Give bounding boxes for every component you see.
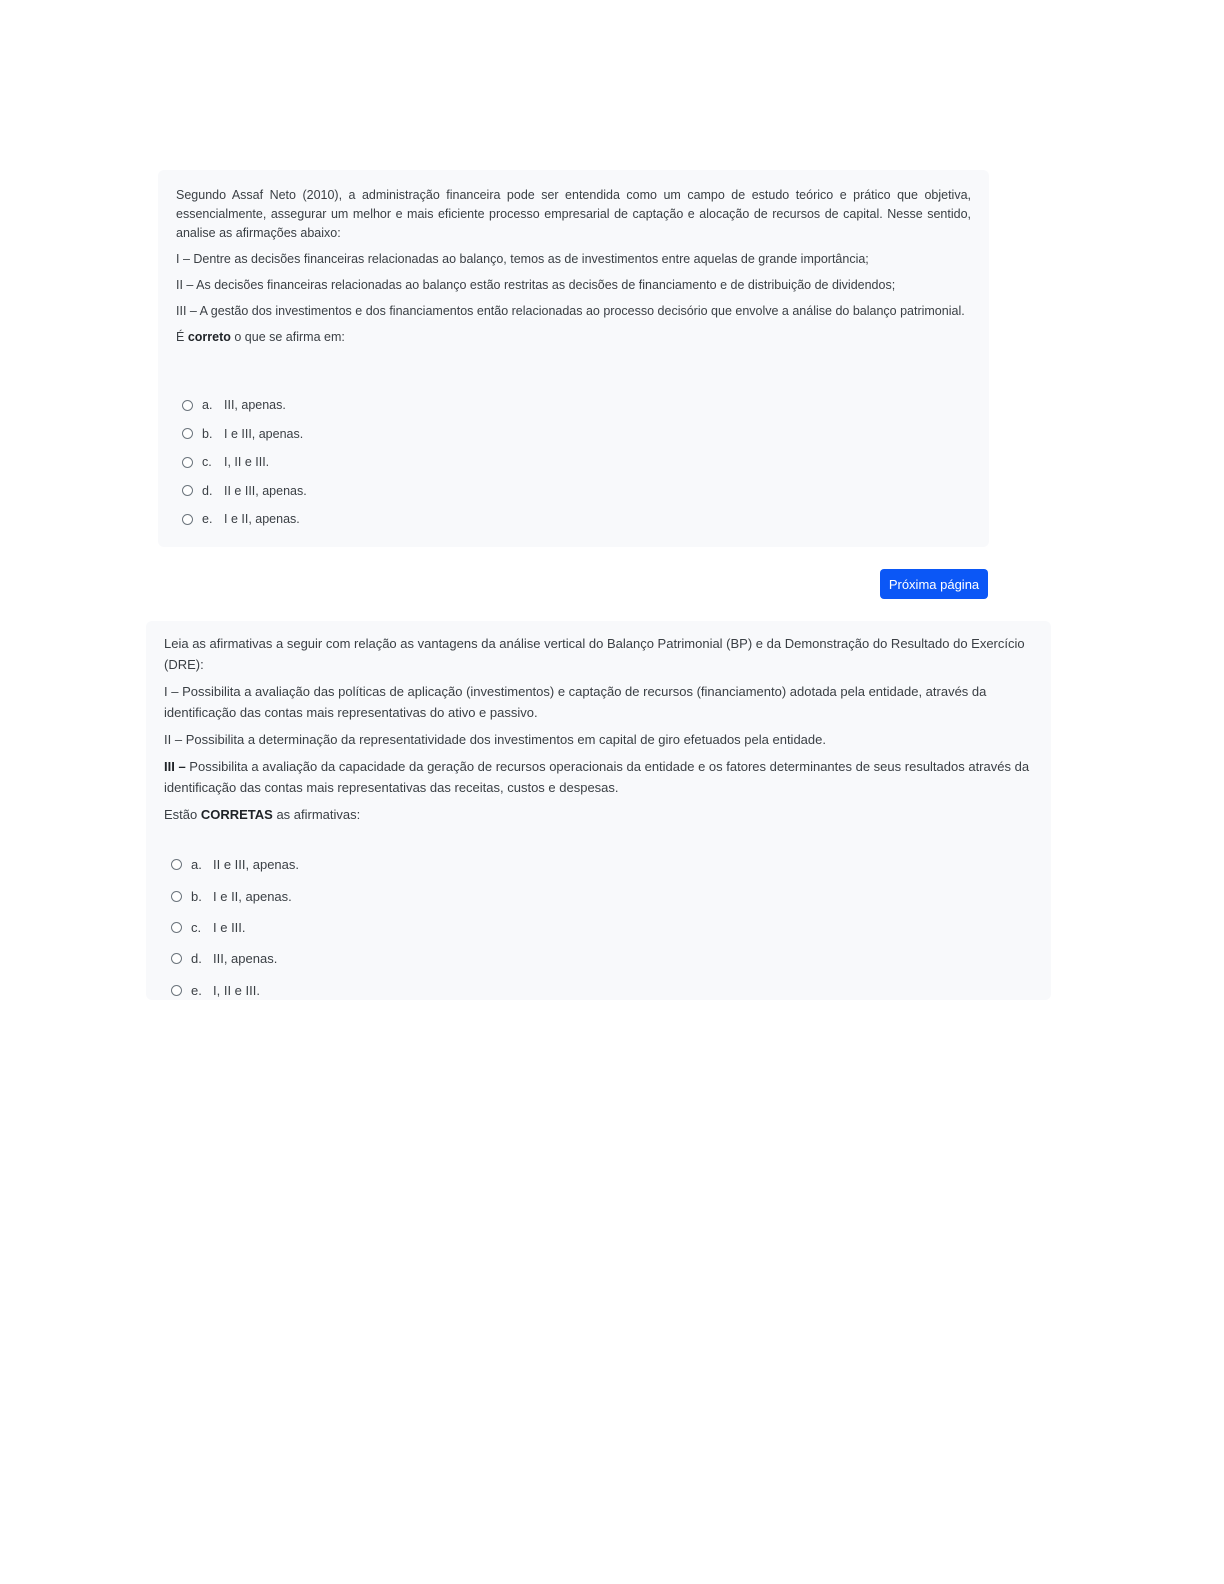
option-text: I e III. [213, 919, 246, 935]
question-1-statement-2: II – As decisões financeiras relacionadas ao balanço estão restritas as decisões de financiamento e de distribuição de dividendos; [176, 278, 896, 292]
radio-button-icon[interactable] [171, 922, 182, 933]
statement-text: Possibilita a avaliação da capacidade da geração de recursos operacionais da entidade e os fatores determinantes de seus resultados através da identificação das contas mais representativas das receitas, custos e despesas. [164, 759, 1030, 795]
radio-button-icon[interactable] [182, 514, 193, 525]
question-2-statement-3 [164, 756, 1033, 798]
question-2-option-b[interactable] [164, 880, 1033, 911]
question-2-statement-1 [164, 681, 1033, 723]
option-letter: c. [191, 919, 202, 935]
question-2-option-e[interactable] [164, 975, 1033, 1006]
question-2-options [164, 849, 1033, 1006]
question-2-prompt-bold: CORRETAS [200, 807, 273, 822]
option-letter: a. [202, 398, 213, 413]
question-1-prompt-prefix: É [176, 330, 188, 344]
question-1-options [176, 391, 971, 534]
radio-button-icon[interactable] [182, 485, 193, 496]
option-text: II e III, apenas. [224, 483, 307, 498]
option-text: I e II, apenas. [213, 888, 292, 904]
radio-button-icon[interactable] [171, 859, 182, 870]
question-1-option-e[interactable] [176, 505, 971, 534]
question-2-intro: Leia as afirmativas a seguir com relação as vantagens da análise vertical do Balanço Patrimonial (BP) e da Demonstração do Resultado do Exercício (DRE): [164, 636, 1025, 672]
question-1-prompt-bold: correto [187, 330, 231, 344]
radio-button-icon[interactable] [171, 891, 182, 902]
statement-text: Possibilita a determinação da representatividade dos investimentos em capital de giro efetuados pela entidade. [185, 732, 826, 747]
option-letter: d. [202, 483, 213, 498]
option-text: I, II e III. [213, 982, 260, 998]
question-2-statement-2 [164, 729, 1033, 750]
question-2-prompt-prefix: Estão [164, 807, 201, 822]
question-1-intro: Segundo Assaf Neto (2010), a administração financeira pode ser entendida como um campo de estudo teórico e prático que objetiva, essencialmente, assegurar um melhor e mais eficiente processo empresarial de captação e alocação de recursos de capital. Nesse sentido, analise as afirmações abaixo: [176, 188, 971, 240]
option-text: I e III, apenas. [224, 426, 304, 441]
radio-button-icon[interactable] [182, 428, 193, 439]
question-1-statement-1: I – Dentre as decisões financeiras relacionadas ao balanço, temos as de investimentos entre aquelas de grande importância; [176, 252, 869, 266]
option-text: III, apenas. [224, 398, 286, 413]
option-letter: b. [191, 888, 202, 904]
option-text: I e II, apenas. [224, 512, 300, 527]
question-2-option-d[interactable] [164, 943, 1033, 974]
statement-prefix: II – [164, 732, 186, 747]
question-2-option-a[interactable] [164, 849, 1033, 880]
question-1-statement-3: III – A gestão dos investimentos e dos financiamentos então relacionadas ao processo decisório que envolve a análise do balanço patrimonial. [176, 304, 965, 318]
question-1-option-a[interactable] [176, 391, 971, 420]
option-letter: b. [202, 426, 213, 441]
option-letter: e. [202, 512, 213, 527]
option-letter: a. [191, 857, 202, 873]
question-card-2 [146, 621, 1051, 1000]
question-2-prompt-suffix: as afirmativas: [272, 807, 361, 822]
statement-prefix: I – [164, 684, 183, 699]
option-text: III, apenas. [213, 951, 278, 967]
question-1-option-b[interactable] [176, 420, 971, 449]
statement-text: Possibilita a avaliação das políticas de aplicação (investimentos) e captação de recursos (financiamento) adotada pela entidade, através da identificação das contas mais representativas do ativo e passivo. [164, 684, 987, 720]
radio-button-icon[interactable] [171, 953, 182, 964]
option-letter: c. [202, 455, 212, 470]
option-text: II e III, apenas. [213, 857, 299, 873]
question-1-prompt-suffix: o que se afirma em: [230, 330, 345, 344]
question-card-1 [158, 170, 989, 547]
option-letter: d. [191, 951, 202, 967]
question-2-prompt [164, 804, 1033, 825]
statement-prefix: III – [164, 759, 190, 774]
question-1-prompt [176, 328, 971, 347]
next-page-button[interactable]: Próxima página [880, 569, 988, 599]
radio-button-icon[interactable] [171, 985, 182, 996]
question-2-option-c[interactable] [164, 912, 1033, 943]
question-1-option-c[interactable] [176, 448, 971, 477]
question-1-option-d[interactable] [176, 477, 971, 506]
option-letter: e. [191, 982, 202, 998]
radio-button-icon[interactable] [182, 457, 193, 468]
radio-button-icon[interactable] [182, 400, 193, 411]
option-text: I, II e III. [224, 455, 270, 470]
